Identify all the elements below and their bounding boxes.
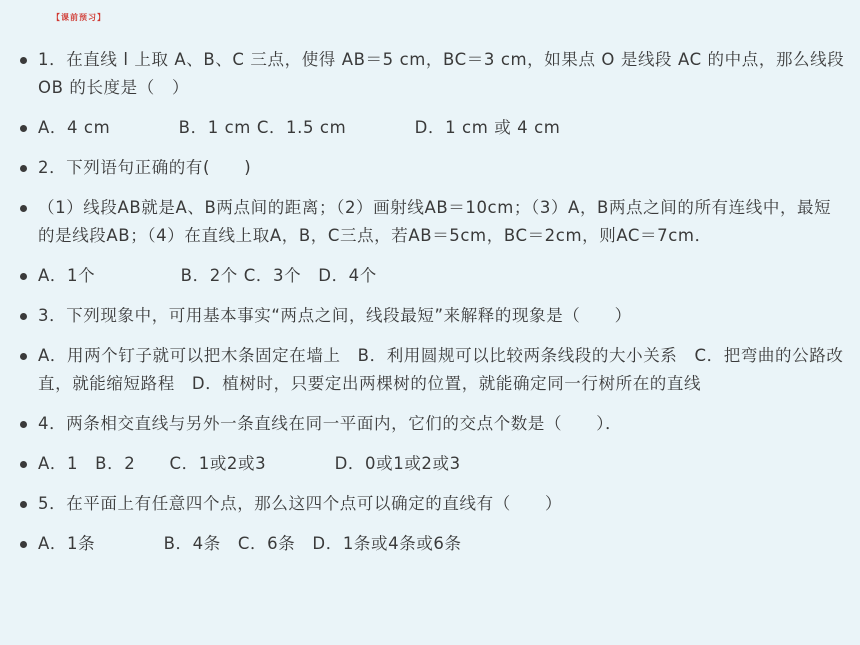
- list-item: [16, 490, 846, 518]
- list-item: [16, 410, 846, 438]
- list-item: [16, 342, 846, 398]
- list-item: [16, 450, 846, 478]
- list-item: [16, 530, 846, 558]
- list-item: [16, 194, 846, 250]
- item-text: （1）线段AB就是A、B两点间的距离；（2）画射线AB＝10cm；（3）A，B两点之间的所有连线中，最短的是线段AB；（4）在直线上取A，B，C三点，若AB＝5cm，BC＝2cm，则AC＝7cm．: [38, 198, 832, 245]
- bullet-icon: [20, 541, 27, 548]
- question-list: [16, 46, 846, 570]
- bullet-icon: [20, 273, 27, 280]
- list-item: [16, 154, 846, 182]
- item-text: A．用两个钉子就可以把木条固定在墙上 B．利用圆规可以比较两条线段的大小关系 C．把弯曲的公路改直，就能缩短路程 D．植树时，只要定出两棵树的位置，就能确定同一行树所在的直线: [38, 346, 844, 393]
- bullet-icon: [20, 461, 27, 468]
- bullet-icon: [20, 205, 27, 212]
- list-item: [16, 114, 846, 142]
- bullet-icon: [20, 421, 27, 428]
- bullet-icon: [20, 313, 27, 320]
- bullet-icon: [20, 501, 27, 508]
- item-text: 4．两条相交直线与另外一条直线在同一平面内，它们的交点个数是（ ）．: [38, 414, 623, 433]
- item-text: A．1条 B．4条 C．6条 D．1条或4条或6条: [38, 534, 462, 553]
- list-item: [16, 302, 846, 330]
- item-text: 3．下列现象中，可用基本事实“两点之间，线段最短”来解释的现象是（ ）: [38, 306, 632, 325]
- section-tag: 【课前预习】: [52, 13, 106, 22]
- item-text: 1．在直线 l 上取 A、B、C 三点，使得 AB＝5 cm，BC＝3 cm，如果点 O 是线段 AC 的中点，那么线段 OB 的长度是（ ）: [38, 50, 845, 97]
- bullet-icon: [20, 165, 27, 172]
- bullet-icon: [20, 125, 27, 132]
- item-text: A．1 B．2 C．1或2或3 D．0或1或2或3: [38, 454, 461, 473]
- bullet-icon: [20, 353, 27, 360]
- list-item: [16, 46, 846, 102]
- item-text: 5．在平面上有任意四个点，那么这四个点可以确定的直线有（ ）: [38, 494, 563, 513]
- bullet-icon: [20, 57, 27, 64]
- item-text: A．1个 B．2个 C．3个 D．4个: [38, 266, 377, 285]
- item-text: 2．下列语句正确的有( ): [38, 158, 252, 177]
- item-text: A．4 cm B．1 cm C．1.5 cm D．1 cm 或 4 cm: [38, 118, 561, 137]
- list-item: [16, 262, 846, 290]
